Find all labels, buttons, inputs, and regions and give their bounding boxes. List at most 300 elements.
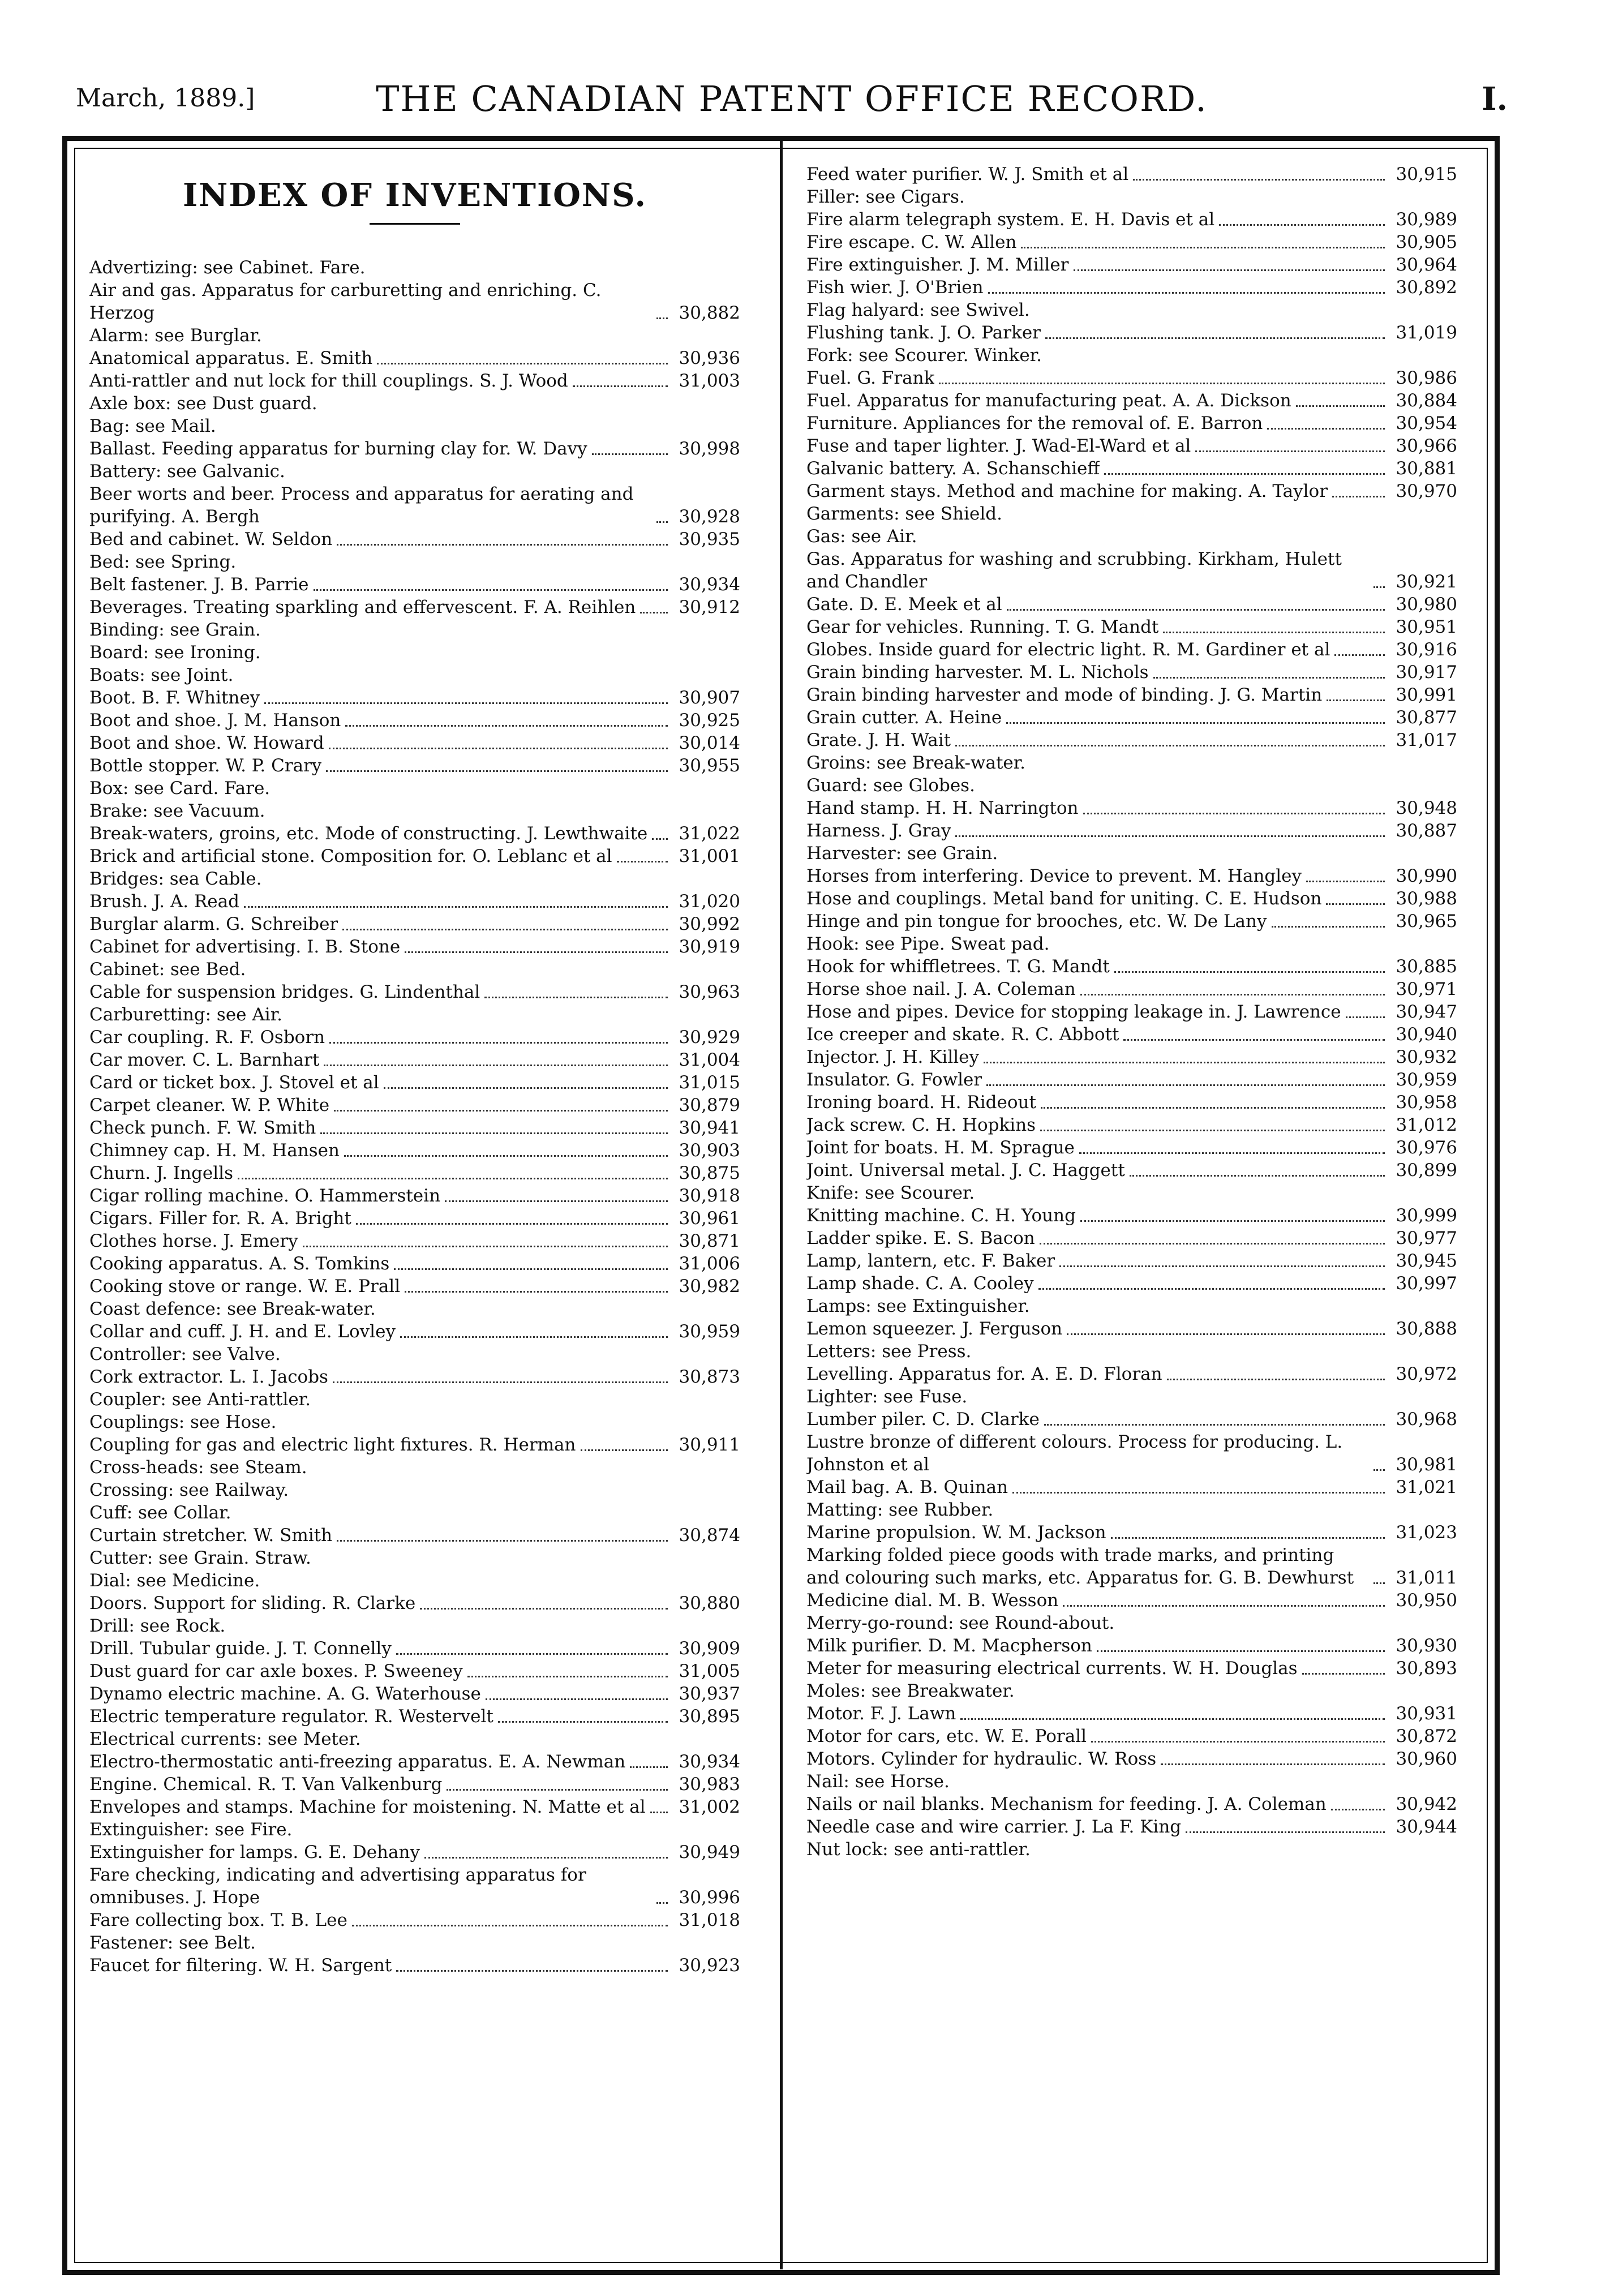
entry-text: Grain binding harvester. M. L. Nichols: [806, 662, 1149, 683]
cross-reference-entry: [806, 1499, 1457, 1521]
entry-text: Medicine dial. M. B. Wesson: [806, 1590, 1059, 1611]
leader-dots: [1021, 247, 1385, 248]
index-entry: [806, 1001, 1457, 1023]
patent-number: 31,023: [1396, 1522, 1457, 1543]
entry-text: Marking folded piece goods with trade marks, and printing and colouring such marks, etc. Apparatus for. G. B. Dewhurst: [806, 1545, 1354, 1588]
leader-dots: [573, 385, 668, 387]
cross-reference-entry: [806, 933, 1457, 955]
leader-dots: [467, 1676, 668, 1677]
cross-reference-entry: [89, 256, 740, 279]
leader-dots: [329, 748, 668, 749]
patent-number: 30,875: [679, 1163, 740, 1183]
patent-number: 30,992: [679, 914, 740, 934]
patent-number: 30,965: [1396, 911, 1457, 932]
patent-number: 31,011: [1396, 1568, 1457, 1588]
patent-number: 30,907: [679, 688, 740, 708]
entry-text: Drill: see Rock.: [89, 1616, 226, 1636]
leader-dots: [1083, 813, 1385, 814]
entry-text: Harvester: see Grain.: [806, 843, 998, 864]
entry-text: Grain binding harvester and mode of binding. J. G. Martin: [806, 685, 1323, 705]
index-entry: [806, 1272, 1457, 1295]
patent-number: 30,881: [1396, 458, 1457, 479]
leader-dots: [326, 770, 668, 772]
index-entry: [806, 1159, 1457, 1182]
patent-number: 31,005: [679, 1661, 740, 1681]
entry-text: Ice creeper and skate. R. C. Abbott: [806, 1024, 1119, 1045]
cross-reference-entry: [806, 1612, 1457, 1634]
entry-text: Hand stamp. H. H. Narrington: [806, 798, 1079, 818]
entry-text: Motor for cars, etc. W. E. Porall: [806, 1726, 1087, 1746]
patent-number: 30,945: [1396, 1251, 1457, 1271]
entry-text: Fuel. G. Frank: [806, 368, 935, 388]
patent-number: 30,990: [1396, 866, 1457, 886]
patent-number: 30,888: [1396, 1319, 1457, 1339]
index-entry: [806, 1250, 1457, 1272]
index-entry: [806, 1544, 1457, 1589]
entry-text: Collar and cuff. J. H. and E. Lovley: [89, 1321, 396, 1342]
leader-dots: [377, 363, 668, 364]
index-entry: [89, 573, 740, 596]
leader-dots: [1163, 632, 1385, 633]
patent-number: 30,909: [679, 1638, 740, 1659]
leader-dots: [445, 1200, 668, 1202]
patent-number: 30,921: [1396, 572, 1457, 592]
entry-text: Controller: see Valve.: [89, 1344, 281, 1364]
leader-dots: [1373, 1582, 1385, 1584]
entry-text: Chimney cap. H. M. Hansen: [89, 1140, 340, 1161]
cross-reference-entry: [89, 1547, 740, 1569]
cross-reference-entry: [89, 1728, 740, 1750]
entry-text: Dynamo electric machine. A. G. Waterhouse: [89, 1684, 481, 1704]
index-entry: [89, 347, 740, 370]
cross-reference-entry: [89, 1501, 740, 1524]
entry-text: Lamps: see Extinguisher.: [806, 1296, 1030, 1316]
entry-text: Knife: see Scourer.: [806, 1183, 975, 1203]
patent-number: 30,968: [1396, 1409, 1457, 1430]
patent-number: 31,012: [1396, 1115, 1457, 1135]
leader-dots: [344, 1155, 668, 1157]
entry-text: Flushing tank. J. O. Parker: [806, 323, 1041, 343]
patent-number: 30,882: [679, 303, 740, 323]
entry-text: Hose and pipes. Device for stopping leakage in. J. Lawrence: [806, 1002, 1341, 1022]
cross-reference-entry: [89, 1411, 740, 1434]
patent-number: 30,983: [679, 1774, 740, 1795]
leader-dots: [986, 1084, 1385, 1086]
leader-dots: [1104, 473, 1385, 475]
leader-dots: [988, 292, 1385, 294]
entry-text: Hinge and pin tongue for brooches, etc. W. De Lany: [806, 911, 1267, 932]
patent-number: 30,931: [1396, 1703, 1457, 1724]
patent-number: 31,002: [679, 1797, 740, 1817]
patent-number: 30,942: [1396, 1794, 1457, 1814]
cross-reference-entry: [89, 1818, 740, 1841]
patent-number: 30,937: [679, 1684, 740, 1704]
leader-dots: [630, 1766, 668, 1768]
leader-dots: [334, 1110, 668, 1111]
index-entry: [89, 370, 740, 392]
entry-text: Boot and shoe. W. Howard: [89, 733, 324, 753]
entry-text: Box: see Card. Fare.: [89, 778, 271, 799]
entry-text: Bed and cabinet. W. Seldon: [89, 529, 333, 550]
entry-text: Injector. J. H. Killey: [806, 1047, 980, 1067]
patent-number: 30,905: [1396, 232, 1457, 252]
cross-reference-entry: [89, 460, 740, 483]
index-entry: [806, 231, 1457, 254]
leader-dots: [405, 951, 668, 953]
entry-text: Board: see Ironing.: [89, 642, 261, 663]
entry-text: Galvanic battery. A. Schanschieff: [806, 458, 1100, 479]
page-header: [76, 78, 1508, 118]
patent-number: 30,950: [1396, 1590, 1457, 1611]
leader-dots: [324, 1065, 668, 1066]
cross-reference-entry: [89, 641, 740, 664]
index-entry: [89, 1185, 740, 1207]
patent-number: 31,001: [679, 846, 740, 866]
patent-number: 30,879: [679, 1095, 740, 1115]
entry-text: Jack screw. C. H. Hopkins: [806, 1115, 1036, 1135]
leader-dots: [581, 1449, 668, 1451]
leader-dots: [1038, 1288, 1385, 1290]
leader-dots: [617, 861, 668, 862]
entry-text: Guard: see Globes.: [806, 775, 975, 796]
entry-text: Lamp, lantern, etc. F. Baker: [806, 1251, 1055, 1271]
patent-number: 30,982: [679, 1276, 740, 1297]
patent-number: 30,872: [1396, 1726, 1457, 1746]
patent-number: 30,996: [679, 1887, 740, 1908]
index-entry: [89, 686, 740, 709]
cross-reference-entry: [806, 1385, 1457, 1408]
index-entry: [806, 638, 1457, 661]
index-entry: [806, 1227, 1457, 1250]
index-entry: [89, 528, 740, 551]
index-entry: [806, 163, 1457, 186]
leader-dots: [955, 745, 1385, 746]
index-entry: [806, 254, 1457, 276]
cross-reference-entry: [89, 415, 740, 437]
patent-number: 30,998: [679, 439, 740, 459]
index-entry: [89, 1592, 740, 1615]
entry-text: Gate. D. E. Meek et al: [806, 594, 1002, 615]
entry-text: Curtain stretcher. W. Smith: [89, 1525, 333, 1546]
entry-text: Fork: see Scourer. Winker.: [806, 345, 1042, 366]
index-entry: [89, 1320, 740, 1343]
patent-number: 30,986: [1396, 368, 1457, 388]
patent-number: 30,919: [679, 937, 740, 957]
entry-text: Anti-rattler and nut lock for thill couplings. S. J. Wood: [89, 371, 568, 391]
entry-text: Fuse and taper lighter. J. Wad-El-Ward et al: [806, 436, 1191, 456]
patent-number: 30,912: [679, 597, 740, 617]
cross-reference-entry: [806, 344, 1457, 367]
patent-number: 30,966: [1396, 436, 1457, 456]
title-rule: [370, 223, 460, 225]
column-divider: [780, 140, 783, 2269]
entry-text: Feed water purifier. W. J. Smith et al: [806, 164, 1129, 184]
entry-text: Extinguisher for lamps. G. E. Dehany: [89, 1842, 420, 1862]
index-entry: [806, 1136, 1457, 1159]
index-entry: [89, 845, 740, 868]
right-column: [806, 163, 1457, 1861]
leader-dots: [394, 1268, 668, 1270]
header-page-number: I.: [1482, 80, 1508, 118]
entry-text: Motor. F. J. Lawn: [806, 1703, 956, 1724]
patent-number: 30,958: [1396, 1092, 1457, 1113]
leader-dots: [396, 1653, 668, 1655]
entry-text: Fire escape. C. W. Allen: [806, 232, 1017, 252]
leader-dots: [396, 1970, 668, 1972]
entry-text: Cable for suspension bridges. G. Lindenthal: [89, 982, 480, 1002]
entry-text: Engine. Chemical. R. T. Van Valkenburg: [89, 1774, 443, 1795]
entry-text: Horses from interfering. Device to prevent. M. Hangley: [806, 866, 1302, 886]
index-entry: [806, 955, 1457, 978]
leader-dots: [337, 1540, 668, 1542]
patent-number: 30,918: [679, 1186, 740, 1206]
leader-dots: [447, 1789, 668, 1791]
patent-number: 30,915: [1396, 164, 1457, 184]
cross-reference-entry: [89, 1456, 740, 1479]
cross-reference-entry: [89, 958, 740, 981]
patent-number: 30,873: [679, 1367, 740, 1387]
index-entry: [806, 593, 1457, 616]
index-entry: [806, 1748, 1457, 1770]
index-entry: [89, 1909, 740, 1932]
patent-number: 31,022: [679, 823, 740, 844]
patent-number: 30,940: [1396, 1024, 1457, 1045]
patent-number: 30,980: [1396, 594, 1457, 615]
index-entry: [89, 483, 740, 528]
leader-dots: [384, 1087, 668, 1089]
patent-number: 30,911: [679, 1435, 740, 1455]
entry-text: Check punch. F. W. Smith: [89, 1118, 316, 1138]
leader-dots: [498, 1721, 668, 1723]
entry-text: Letters: see Press.: [806, 1341, 972, 1362]
entry-text: Gear for vehicles. Running. T. G. Mandt: [806, 617, 1159, 637]
patent-number: 30,977: [1396, 1228, 1457, 1248]
index-entry: [89, 1366, 740, 1388]
index-entry: [806, 684, 1457, 706]
patent-number: 31,021: [1396, 1477, 1457, 1497]
index-entry: [806, 208, 1457, 231]
index-entry: [89, 1660, 740, 1683]
entry-text: Card or ticket box. J. Stovel et al: [89, 1072, 379, 1093]
leader-dots: [1186, 1831, 1385, 1833]
patent-number: 30,951: [1396, 617, 1457, 637]
leader-dots: [303, 1246, 668, 1247]
patent-number: 31,017: [1396, 730, 1457, 750]
patent-number: 31,019: [1396, 323, 1457, 343]
cross-reference-entry: [89, 1479, 740, 1501]
cross-reference-entry: [806, 299, 1457, 321]
index-entry: [89, 1117, 740, 1139]
leader-dots: [1040, 1243, 1385, 1244]
index-entry: [806, 1634, 1457, 1657]
entry-text: Fire alarm telegraph system. E. H. Davis et al: [806, 209, 1215, 230]
leader-dots: [1067, 1333, 1385, 1335]
index-entry: [806, 412, 1457, 435]
patent-number: 30,917: [1396, 662, 1457, 683]
entry-text: Cooking apparatus. A. S. Tomkins: [89, 1254, 390, 1274]
entry-text: Harness. J. Gray: [806, 821, 951, 841]
entry-text: Groins: see Break-water.: [806, 753, 1026, 773]
entry-text: Grate. J. H. Wait: [806, 730, 951, 750]
leader-dots: [1326, 903, 1385, 905]
patent-number: 30,999: [1396, 1205, 1457, 1226]
entry-text: Anatomical apparatus. E. Smith: [89, 348, 373, 368]
leader-dots: [1296, 405, 1385, 407]
index-entry: [806, 1363, 1457, 1385]
leader-dots: [329, 1042, 668, 1044]
index-entry: [806, 1068, 1457, 1091]
header-title: THE CANADIAN PATENT OFFICE RECORD.: [376, 78, 1208, 119]
patent-number: 30,981: [1396, 1454, 1457, 1475]
cross-reference-entry: [89, 392, 740, 415]
entry-text: Bag: see Mail.: [89, 416, 216, 436]
entry-text: Hook: see Pipe. Sweat pad.: [806, 934, 1050, 954]
leader-dots: [420, 1608, 668, 1610]
patent-number: 30,014: [679, 733, 740, 753]
entry-text: Insulator. G. Fowler: [806, 1070, 982, 1090]
leader-dots: [1331, 1809, 1385, 1810]
cross-reference-entry: [806, 842, 1457, 865]
entry-text: Cooking stove or range. W. E. Prall: [89, 1276, 401, 1297]
entry-text: Fastener: see Belt.: [89, 1933, 256, 1953]
entry-text: Hose and couplings. Metal band for uniting. C. E. Hudson: [806, 889, 1322, 909]
entry-text: Lumber piler. C. D. Clarke: [806, 1409, 1040, 1430]
leader-dots: [1123, 1039, 1385, 1041]
patent-number: 30,880: [679, 1593, 740, 1613]
entry-text: Furniture. Appliances for the removal of. E. Barron: [806, 413, 1263, 434]
index-entry: [806, 1091, 1457, 1114]
entry-text: Fare collecting box. T. B. Lee: [89, 1910, 347, 1930]
index-entry: [89, 1026, 740, 1049]
patent-number: 30,964: [1396, 255, 1457, 275]
leader-dots: [400, 1336, 668, 1338]
entry-text: Carpet cleaner. W. P. White: [89, 1095, 330, 1115]
leader-dots: [1167, 1379, 1385, 1380]
index-entry: [806, 1046, 1457, 1068]
entry-text: Cutter: see Grain. Straw.: [89, 1548, 311, 1568]
cross-reference-entry: [89, 1932, 740, 1954]
entry-text: Coast defence: see Break-water.: [89, 1299, 376, 1319]
cross-reference-entry: [806, 1770, 1457, 1793]
entry-text: Boats: see Joint.: [89, 665, 234, 685]
index-entry: [806, 457, 1457, 480]
cross-reference-entry: [89, 1003, 740, 1026]
header-date: March, 1889.]: [76, 84, 255, 113]
cross-reference-entry: [806, 186, 1457, 208]
index-entry: [806, 706, 1457, 729]
entry-text: Joint. Universal metal. J. C. Haggett: [806, 1160, 1125, 1181]
entry-text: Dust guard for car axle boxes. P. Sweeney: [89, 1661, 463, 1681]
leader-dots: [1272, 926, 1385, 928]
leader-dots: [1080, 994, 1385, 995]
entry-text: Alarm: see Burglar.: [89, 325, 262, 346]
leader-dots: [650, 1812, 668, 1813]
cross-reference-entry: [806, 1340, 1457, 1363]
leader-dots: [1306, 881, 1385, 882]
entry-text: Carburetting: see Air.: [89, 1005, 282, 1025]
entry-text: Bridges: sea Cable.: [89, 869, 262, 889]
entry-text: Electric temperature regulator. R. Westervelt: [89, 1706, 493, 1727]
patent-number: 30,928: [679, 507, 740, 527]
patent-number: 30,903: [679, 1140, 740, 1161]
leader-dots: [1346, 1016, 1385, 1018]
patent-number: 31,018: [679, 1910, 740, 1930]
index-entry: [89, 1750, 740, 1773]
entry-text: Lemon squeezer. J. Ferguson: [806, 1319, 1063, 1339]
index-entry: [806, 819, 1457, 842]
entry-text: Garment stays. Method and machine for making. A. Taylor: [806, 481, 1328, 501]
leader-dots: [984, 1062, 1385, 1063]
index-entry: [89, 1252, 740, 1275]
leader-dots: [337, 544, 668, 546]
cross-reference-entry: [89, 619, 740, 641]
index-entry: [89, 1207, 740, 1230]
entry-text: Extinguisher: see Fire.: [89, 1819, 293, 1840]
patent-number: 30,893: [1396, 1658, 1457, 1679]
entry-text: Lustre bronze of different colours. Process for producing. L. Johnston et al: [806, 1432, 1343, 1475]
leader-dots: [1373, 586, 1385, 588]
entry-text: Cross-heads: see Steam.: [89, 1457, 307, 1478]
entry-text: Cabinet: see Bed.: [89, 959, 246, 980]
patent-number: 30,884: [1396, 390, 1457, 411]
cross-reference-entry: [806, 1182, 1457, 1204]
index-entry: [89, 981, 740, 1003]
leader-dots: [955, 835, 1385, 837]
cross-reference-entry: [89, 868, 740, 890]
leader-dots: [656, 317, 668, 319]
entry-text: Advertizing: see Cabinet. Fare.: [89, 258, 366, 278]
leader-dots: [656, 521, 668, 523]
leader-dots: [1063, 1605, 1385, 1607]
leader-dots: [244, 906, 668, 908]
entry-text: Garments: see Shield.: [806, 504, 1002, 524]
entry-text: Electro-thermostatic anti-freezing apparatus. E. A. Newman: [89, 1752, 626, 1772]
entry-text: Ballast. Feeding apparatus for burning clay for. W. Davy: [89, 439, 587, 459]
index-entry: [89, 1683, 740, 1705]
index-entry: [89, 1094, 740, 1117]
patent-number: 30,923: [679, 1955, 740, 1976]
entry-text: Cork extractor. L. I. Jacobs: [89, 1367, 328, 1387]
entry-text: Fare checking, indicating and advertising apparatus for omnibuses. J. Hope: [89, 1865, 586, 1908]
entry-text: Air and gas. Apparatus for carburetting and enriching. C. Herzog: [89, 280, 602, 323]
entry-text: Coupling for gas and electric light fixtures. R. Herman: [89, 1435, 576, 1455]
patent-number: 30,932: [1396, 1047, 1457, 1067]
entry-text: Dial: see Medicine.: [89, 1570, 260, 1591]
entry-text: Boot and shoe. J. M. Hanson: [89, 710, 341, 731]
entry-text: Cigars. Filler for. R. A. Bright: [89, 1208, 351, 1229]
patent-number: 30,930: [1396, 1636, 1457, 1656]
leader-dots: [1267, 428, 1385, 430]
leader-dots: [640, 612, 668, 613]
index-entry: [806, 1793, 1457, 1816]
entry-text: Needle case and wire carrier. J. La F. King: [806, 1817, 1182, 1837]
entry-text: Mail bag. A. B. Quinan: [806, 1477, 1008, 1497]
patent-number: 30,935: [679, 529, 740, 550]
entry-text: Burglar alarm. G. Schreiber: [89, 914, 338, 934]
index-entry: [89, 1864, 740, 1909]
index-entry: [89, 1841, 740, 1864]
patent-number: 30,959: [679, 1321, 740, 1342]
index-entry: [806, 729, 1457, 752]
patent-number: 30,971: [1396, 979, 1457, 999]
entry-text: Cabinet for advertising. I. B. Stone: [89, 937, 401, 957]
index-entry: [89, 1049, 740, 1071]
index-entry: [89, 1705, 740, 1728]
index-entry: [89, 1637, 740, 1660]
leader-dots: [592, 453, 668, 455]
right-entry-list: [806, 163, 1457, 1861]
index-entry: [89, 890, 740, 913]
